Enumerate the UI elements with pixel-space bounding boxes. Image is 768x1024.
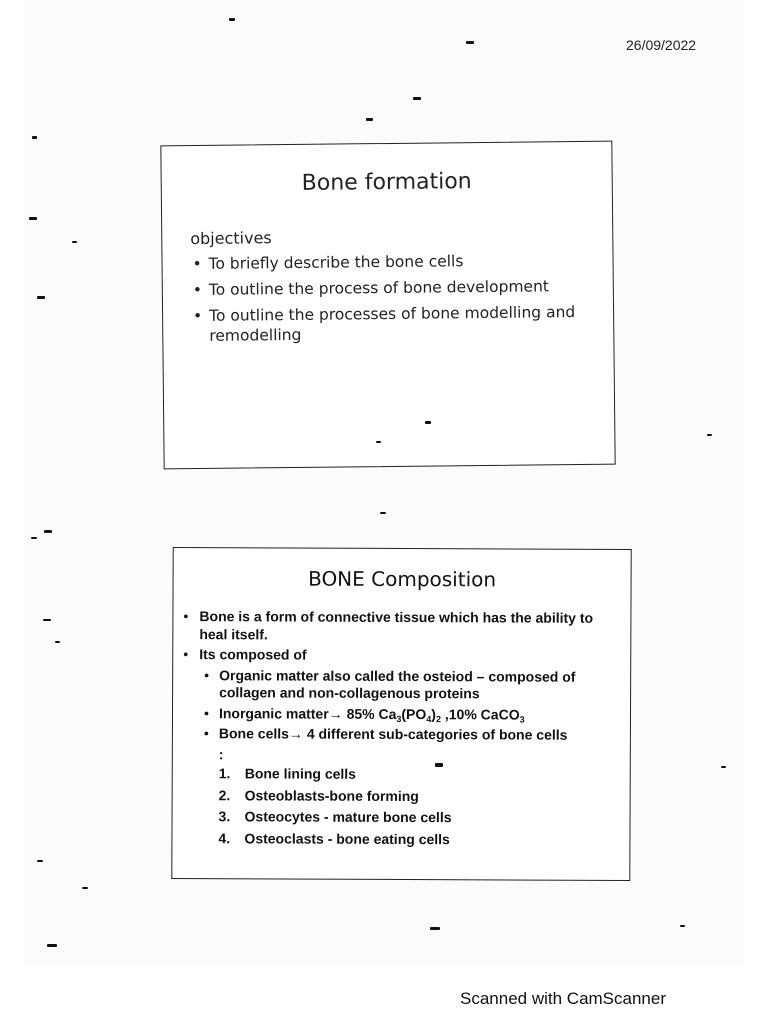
list-item-bone-cells <box>183 725 613 744</box>
list-item-inorganic <box>183 705 613 724</box>
scan-speck <box>466 41 474 44</box>
scan-speck <box>366 118 373 121</box>
scan-speck <box>44 530 52 533</box>
subscript: 2 <box>435 713 442 724</box>
item-text: Osteoclasts - bone eating cells <box>244 829 450 847</box>
date-stamp: 26/09/2022 <box>626 37 697 53</box>
numbered-item <box>183 787 613 806</box>
item-number: 1. <box>218 765 231 782</box>
scan-speck <box>37 860 43 862</box>
scan-speck <box>72 241 77 243</box>
scan-speck <box>435 763 443 767</box>
scan-speck <box>82 887 88 889</box>
scan-speck <box>32 136 37 139</box>
scan-speck <box>43 619 51 621</box>
slide-body <box>182 608 613 853</box>
text: (PO <box>401 705 427 722</box>
text: 85% Ca <box>342 705 397 722</box>
scan-speck <box>29 217 37 220</box>
colon: : <box>218 745 224 762</box>
subscript: 4 <box>426 713 432 724</box>
text: 4 different sub-categories of bone cells <box>302 725 568 743</box>
scan-speck <box>229 18 235 21</box>
slide-title: Bone formation <box>301 169 472 196</box>
numbered-item <box>182 830 612 849</box>
list-item: • Bone is a form of connective tissue which has the ability to heal itself. <box>183 608 613 645</box>
slide-bone-formation <box>160 141 615 470</box>
subscript: 3 <box>519 714 525 725</box>
item-number: 3. <box>218 808 231 825</box>
slide-bone-composition <box>171 547 631 881</box>
text: ,10% CaCO <box>440 705 520 723</box>
subscript: 3 <box>396 713 402 724</box>
objectives-heading: objectives <box>190 228 272 249</box>
numbered-item <box>183 808 613 827</box>
item-number: 2. <box>218 786 231 803</box>
list-item: • To briefly describe the bone cells <box>190 250 590 274</box>
text: ) <box>431 705 437 722</box>
scan-speck <box>47 944 57 947</box>
scan-speck <box>37 296 45 299</box>
slide-title: BONE Composition <box>308 566 497 592</box>
scan-speck <box>413 97 421 100</box>
arrow-icon: → <box>328 705 343 722</box>
item-text: Osteoblasts-bone forming <box>244 786 419 804</box>
scan-speck <box>55 641 60 643</box>
list-item: • Its composed of <box>183 646 613 665</box>
scan-speck <box>376 441 381 443</box>
scan-speck <box>680 925 685 927</box>
scan-speck <box>721 766 726 768</box>
item-number: 4. <box>218 829 231 846</box>
scan-speck <box>380 512 386 514</box>
text: Inorganic matter <box>218 704 329 722</box>
scanner-watermark: Scanned with CamScanner <box>460 989 667 1008</box>
list-item: • Organic matter also called the osteiod – composed of collagen and non-collagenous proteins <box>183 667 613 704</box>
scan-speck <box>430 927 440 930</box>
list-item: • To outline the processes of bone modelling and remodelling <box>191 302 591 346</box>
list-item: • To outline the process of bone development <box>191 276 591 300</box>
arrow-icon: → <box>288 725 303 742</box>
objectives-list <box>190 250 591 352</box>
item-text: Bone lining cells <box>244 765 357 782</box>
scan-speck <box>31 537 37 539</box>
scan-speck <box>707 434 712 436</box>
text: Bone cells <box>218 725 289 742</box>
item-text: Osteocytes - mature bone cells <box>244 808 452 826</box>
scan-speck <box>425 421 431 424</box>
numbered-item <box>183 765 613 784</box>
